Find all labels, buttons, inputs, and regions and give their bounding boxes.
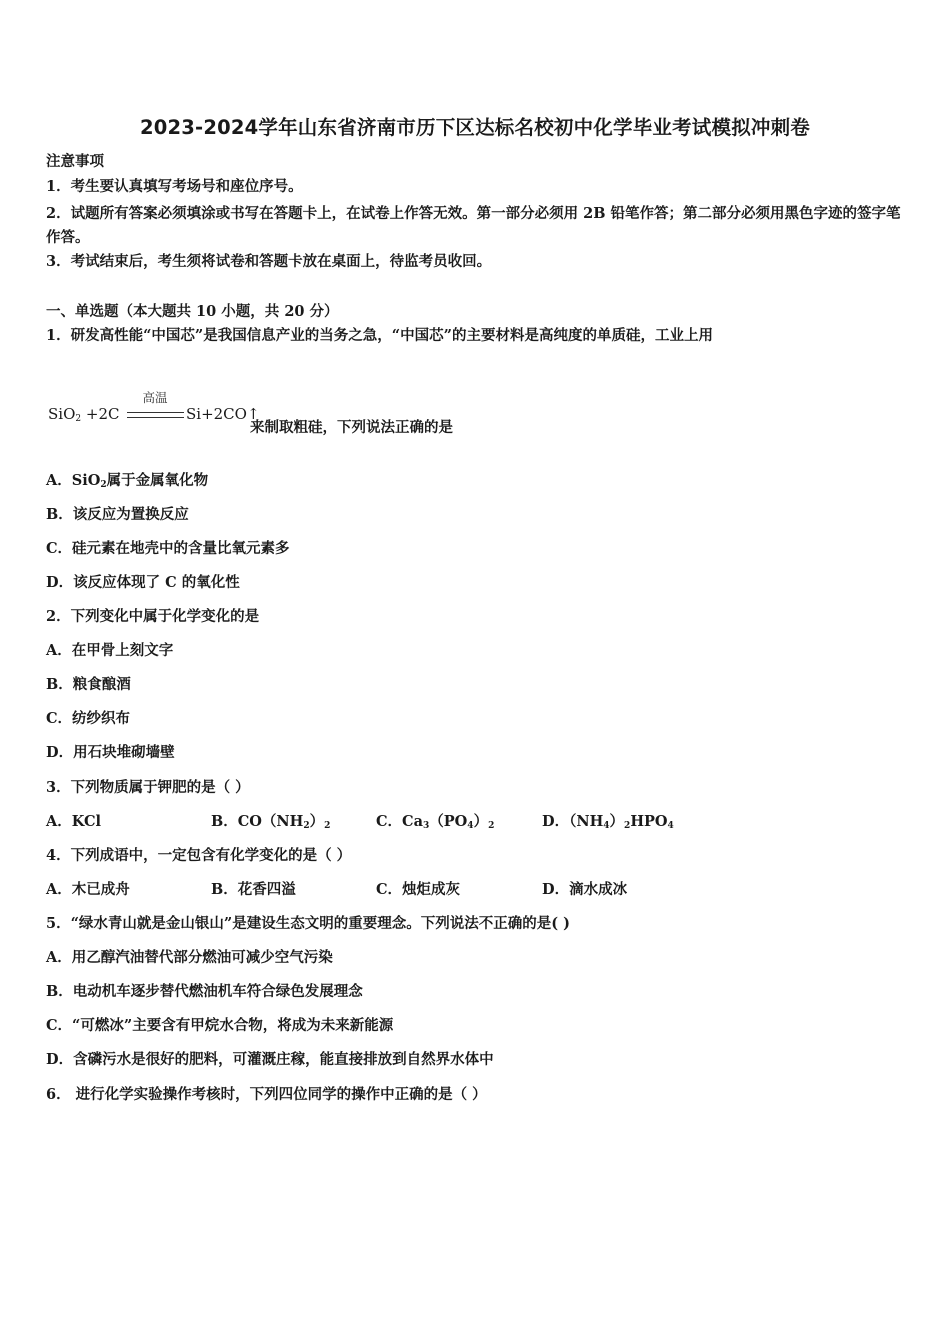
equation-reactants: SiO$_2$ +2C [48, 405, 120, 424]
reaction-equation [46, 388, 566, 436]
q5-option-d: D．含磷污水是很好的肥料，可灌溉庄稼，能直接排放到自然界水体中 [46, 1051, 494, 1068]
equation-equals-sign [127, 412, 184, 418]
question-2-stem: 2．下列变化中属于化学变化的是 [46, 608, 260, 625]
q4-option-a: A．木已成舟 [46, 881, 130, 898]
q5-option-b: B．电动机车逐步替代燃油机车符合绿色发展理念 [46, 983, 363, 1000]
q1-option-b: B．该反应为置换反应 [46, 506, 189, 523]
q3-option-d: D．$(NH_4)_2HPO_4$ [542, 813, 674, 831]
question-3-stem: 3．下列物质属于钾肥的是（ ） [46, 779, 250, 796]
q4-option-c: C．烛炬成灰 [376, 881, 461, 898]
equation-products: Si+2CO↑ [186, 405, 260, 423]
section-heading: 一、单选题（本大题共 10 小题，共 20 分） [46, 303, 339, 320]
question-6-stem: 6． 进行化学实验操作考核时，下列四位同学的操作中正确的是（ ） [46, 1086, 487, 1103]
equation-condition: 高温 [142, 390, 168, 405]
q4-option-d: D．滴水成冰 [542, 881, 628, 898]
q5-option-a: A．用乙醇汽油替代部分燃油可减少空气污染 [46, 949, 333, 966]
q3-option-c: C．$Ca_3(PO_4)_2$ [376, 813, 495, 831]
notice-item-1: 1．考生要认真填写考场号和座位序号。 [46, 178, 303, 195]
notice-item-2: 2．试题所有答案必须填涂或书写在答题卡上，在试卷上作答无效。第一部分必须用 2B 铅笔作答；第二部分必须用黑色字迹的签字笔作答。 [46, 205, 901, 246]
notice-heading: 注意事项 [46, 153, 104, 170]
q1-option-c: C．硅元素在地壳中的含量比氧元素多 [46, 540, 290, 557]
q3-option-a: A．KCl [46, 813, 102, 830]
q2-option-b: B．粮食酿酒 [46, 676, 131, 693]
q3-option-b: B．$CO(NH_2)_2$ [211, 813, 331, 831]
q3-options-row [46, 812, 906, 832]
q2-option-c: C．纺纱织布 [46, 710, 131, 727]
question-4-stem: 4．下列成语中，一定包含有化学变化的是（ ） [46, 847, 352, 864]
question-1-stem-tail: 来制取粗硅，下列说法正确的是 [250, 419, 453, 436]
q2-option-d: D．用石块堆砌墙壁 [46, 744, 175, 761]
q5-option-c: C．“可燃冰”主要含有甲烷水合物，将成为未来新能源 [46, 1017, 394, 1034]
q2-option-a: A．在甲骨上刻文字 [46, 642, 174, 659]
q1-option-a: A．SiO$_2$属于金属氧化物 [46, 472, 209, 490]
notice-item-3: 3．考试结束后，考生须将试卷和答题卡放在桌面上，待监考员收回。 [46, 253, 492, 270]
question-1-stem: 1．研发高性能“中国芯”是我国信息产业的当务之急，“中国芯”的主要材料是高纯度的单质硅，工业上用 [46, 327, 713, 344]
q4-option-b: B．花香四溢 [211, 881, 296, 898]
exam-title: 2023-2024学年山东省济南市历下区达标名校初中化学毕业考试模拟冲刺卷 [139, 116, 811, 139]
q1-option-d: D．该反应体现了 C 的氧化性 [46, 574, 240, 591]
q4-options-row [46, 880, 906, 900]
question-5-stem: 5．“绿水青山就是金山银山”是建设生态文明的重要理念。下列说法不正确的是( ) [46, 915, 571, 932]
